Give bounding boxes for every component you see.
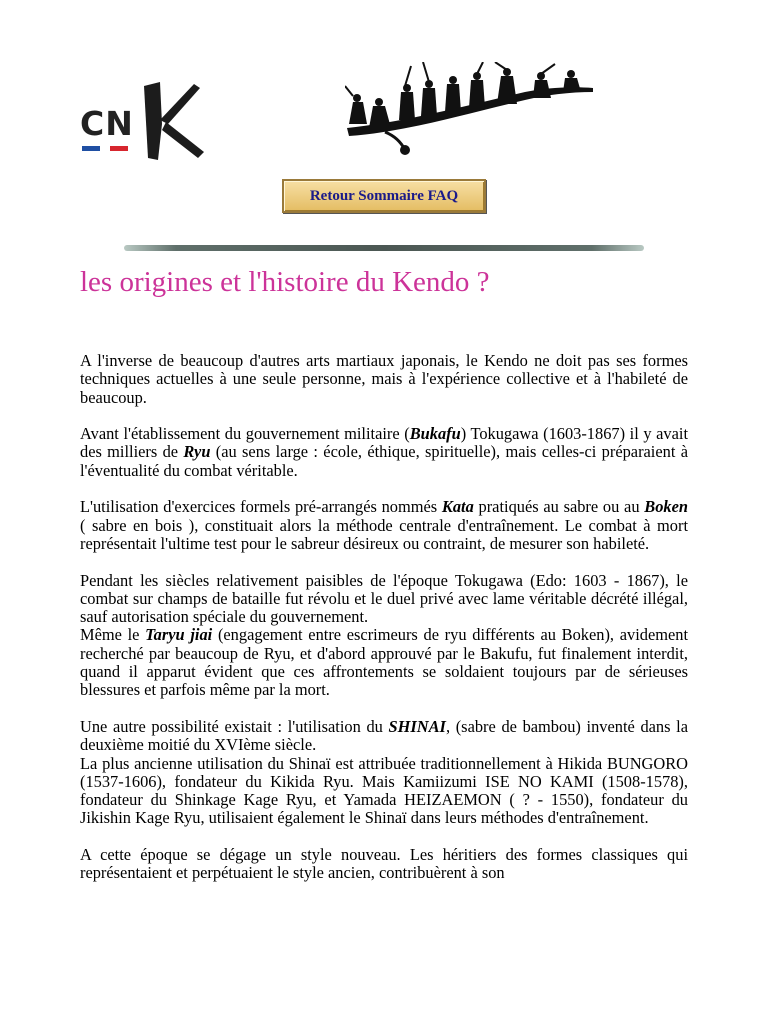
kendo-fighters-silhouette [345, 62, 595, 157]
paragraph-5a: Une autre possibilité existait : l'utilisation du SHINAI, (sabre de bambou) inventé dans la deuxième moitié du XVIème siècle. [80, 716, 688, 755]
divider-bar [124, 245, 644, 251]
term-kata: Kata [441, 497, 474, 517]
paragraph-4b: Même le Taryu jiai (engagement entre escrimeurs de ryu différents au Boken), avidement recherché par beaucoup de Ryu, et d'abord approuvé par le Bakufu, fut finalement interdit, quand il apparut évident que ces affrontements se soldaient toujours par de sérieuses blessures et parfois même par la mort. [80, 625, 689, 700]
term-bukafu: Bukafu [409, 424, 461, 444]
term-shinai: SHINAI [388, 716, 446, 736]
paragraph-6: A cette époque se dégage un style nouveau. Les héritiers des formes classiques qui représentaient et perpétuaient le style ancien, contribuèrent à son [80, 845, 688, 883]
page-title: les origines et l'histoire du Kendo ? [80, 266, 490, 298]
term-taryu-jiai: Taryu jiai [145, 625, 213, 645]
faq-summary-label: Retour Sommaire FAQ [309, 187, 459, 204]
term-boken: Boken [644, 497, 688, 517]
faq-summary-button[interactable] [282, 179, 486, 213]
paragraph-2: Avant l'établissement du gouvernement militaire (Bukafu) Tokugawa (1603-1867) il y avait des milliers de Ryu (au sens large : école, éthique, spirituelle), mais celles-ci préparaient à l'éventualité du combat véritable. [80, 424, 689, 480]
article-body [80, 352, 688, 883]
k-letter-icon [142, 80, 208, 162]
paragraph-4a: Pendant les siècles relativement paisibles de l'époque Tokugawa (Edo: 1603 - 1867), le combat sur champs de bataille fut révolu et le duel privé avec lame véritable décrété illégal, sauf autorisation spéciale du gouvernement. [80, 570, 688, 627]
flag-stripe [82, 146, 140, 151]
term-ryu: Ryu [183, 442, 211, 462]
paragraph-3: L'utilisation d'exercices formels pré-arrangés nommés Kata pratiqués au sabre ou au Boken ( sabre en bois ), constituait alors la méthode centrale d'entraînement. Le combat à mort représentait l'ultime test pour le sabreur désireux ou contraint, de mesurer son habileté. [80, 497, 688, 553]
paragraph-5b: La plus ancienne utilisation du Shinaï est attribuée traditionnellement à Hikida BUNGORO (1537-1606), fondateur du Kikida Ryu. Mais Kamiizumi ISE NO KAMI (1508-1578), fondateur du Shinkage Kage Ryu, et Yamada HEIZAEMON ( ? - 1550), fondateur du Jikishin Kage Ryu, utilisaient également le Shinaï dans leurs méthodes d'entraînement. [80, 753, 688, 828]
paragraph-1: A l'inverse de beaucoup d'autres arts martiaux japonais, le Kendo ne doit pas ses formes techniques actuelles à une seule personne, mais à l'expérience collective et à l'habileté de beaucoup. [80, 351, 688, 407]
cnk-logo [80, 80, 210, 162]
cnk-logo-text: CN [80, 104, 134, 143]
